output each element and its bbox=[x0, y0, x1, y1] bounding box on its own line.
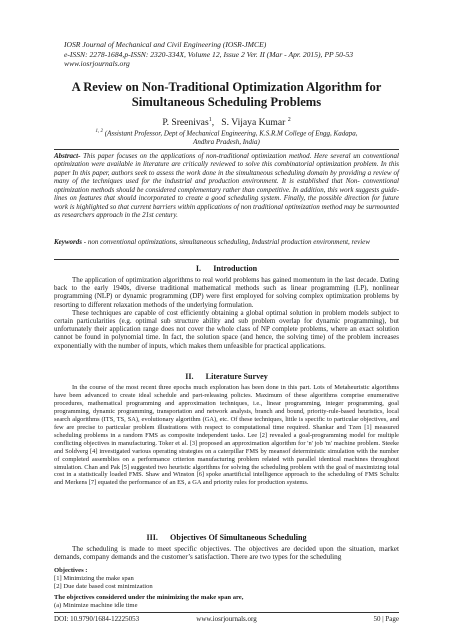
journal-website: www.iosrjournals.org bbox=[64, 59, 130, 69]
author-2: S. Vijaya Kumar bbox=[221, 117, 286, 129]
journal-issn-volume: e-ISSN: 2278-1684,p-ISSN: 2320-334X, Volume 12, Issue 2 Ver. II (Mar - Apr. 2015), PP 50-53 bbox=[64, 49, 354, 59]
objectives-body bbox=[54, 545, 399, 562]
keywords-label: Keywords bbox=[54, 238, 82, 246]
literature-survey-paragraph-1: In the course of the most recent three epochs much exploration has been done in this part. Lots of Metaheuristic algorithms have been advanced to create ideal schedule and part-releasing policies. Maximum of these algorithms comprise enumerative procedures, mathematical programming and approximation techniques, i.e., linear programming, integer programming, goal programming, dynamic programming, transportation and network analysis, branch and bound, priority-rule-based heuristics, local search algorithms (ITS, TS, SA), evolutionary algorithm (GA), etc. Of these techniques, little is specific to particular objectives, and few are precise to particular problem illustrations with respect to computational time required. Shankar and Tzen [1] measured scheduling problems in a random FMS as composite independent tasks. Lee [2] revealed a goal-programming model for multiple conflicting objectives in manufacturing. Toker et al. [3] proposed an approximation algorithm for 'n' job 'm' machine problem. Steeke and Soldverg [4] investigated various operating strategies on a caterpillar FMS by meansof deterministic simulation with the number of completed assemblies on a performance criterion manufacturing problem related with parallel identical machines throughout simulation. Chan and Pak [5] suggested two heuristic algorithms for solving the scheduling problem with the goal of maximizing total cost in a statistically loaded FMS. Shaw and Winston [6] spoke anartificial intelligence approach to the scheduling of FMS Schultz and Merkens [7] equated the performance of an ES, a GA and priority rules for production systems. bbox=[54, 384, 399, 487]
author-2-sup: 2 bbox=[287, 117, 291, 123]
top-divider bbox=[54, 149, 399, 150]
affiliation-line-1: (Assistant Professor, Dept of Mechanical Engineering, K.S.R.M College of Engg, Kadapa, bbox=[103, 129, 358, 138]
section-heading-introduction: I. Introduction bbox=[195, 264, 258, 273]
objective-item-1: [1] Minimizing the make span bbox=[54, 575, 134, 582]
section-heading-objectives: III. Objectives Of Simultaneous Scheduling bbox=[146, 533, 307, 542]
introduction-paragraph-1: The application of optimization algorithms to real world problems has gained momentum in the last decade. Dating back to the early 1940s, diverse traditional mathematical methods such as linear programming (LP), nonlinear programming (NLP) or dynamic programming (DP) were first employed for solving complex optimization problems by resorting to different relaxation methods of the underlying formulation. bbox=[54, 276, 399, 309]
affiliation-sup: 1, 2 bbox=[95, 129, 104, 134]
footer-website-link[interactable]: www.iosrjournals.org bbox=[196, 615, 257, 623]
section-heading-literature-survey: II. Literature Survey bbox=[185, 372, 268, 381]
abstract bbox=[54, 152, 399, 220]
journal-header bbox=[64, 40, 404, 69]
abstract-label: Abstract- bbox=[54, 152, 81, 160]
objectives-list bbox=[54, 567, 399, 610]
abstract-text: This paper focuses on the applications of non-traditional optimization method. Here several un conventional optimization were available in literature are critically reviewed to solve this combinatorial optimization problem. In this paper In this paper, authors seek to assess the work done in the simultaneous scheduling domain by providing a review of many of the techniques used for the industrial and production environment. It is established that Non- conventional optimization methods should be considered complementary rather than competitive. In addition, this work suggests guide-lines on features that should incorporated to create a good scheduling system. Finally, the possible direction for future work is highlighted so that current barriers within applications of non traditional optimization method may be surmounted as researchers approach in the 21st century. bbox=[54, 152, 399, 220]
author-separator: , bbox=[211, 117, 222, 129]
author-1: P. Sreenivas bbox=[162, 117, 209, 129]
bottom-divider bbox=[54, 259, 399, 260]
literature-survey-body bbox=[54, 384, 399, 487]
introduction-body bbox=[54, 276, 399, 350]
footer-divider bbox=[54, 612, 399, 613]
footer-page-number: 50 | Page bbox=[373, 615, 399, 623]
makespan-objective-item-1: (a) Minimize machine idle time bbox=[54, 602, 138, 609]
objectives-paragraph-1: The scheduling is made to meet specific objectives. The objectives are decided upon the situation, market demands, company demands and the customer’s satisfaction. There are two types for the scheduling bbox=[54, 545, 399, 562]
affiliation bbox=[80, 127, 373, 147]
paper-title bbox=[40, 80, 413, 110]
journal-name: IOSR Journal of Mechanical and Civil Engineering (IOSR-JMCE) bbox=[64, 40, 267, 49]
keywords-text: - non conventional optimizations, simultaneous scheduling, Industrial production environment, review bbox=[82, 238, 370, 246]
affiliation-line-2: Andhra Pradesh, India) bbox=[193, 138, 260, 147]
objectives-label: Objectives : bbox=[54, 567, 88, 574]
introduction-paragraph-2: These techniques are capable of cost efficiently obtaining a global optimal solution in problem models subject to certain particularities (e.g. optimal sub structure ability and sub problem overlap for dynamic programming), but unfortunately their application range does not cover the whole class of NP complete problems, where an exact solution cannot be found in polynomial time. In fact, the solution space (and hence, the solving time) of the problem increases exponentially with the number of inputs, which makes them unfeasible for practical applications. bbox=[54, 308, 399, 350]
objective-item-2: [2] Due date based cost minimization bbox=[54, 583, 153, 590]
footer-doi: DOI: 10.9790/1684-12225053 bbox=[54, 615, 140, 623]
makespan-objectives-heading: The objectives considered under the minimizing the make span are, bbox=[54, 594, 244, 601]
paper-title-line-2: Simultaneous Scheduling Problems bbox=[131, 95, 322, 109]
paper-title-line-1: A Review on Non-Traditional Optimization Algorithm for bbox=[71, 80, 382, 94]
keywords bbox=[54, 238, 399, 246]
author-1-sup: 1 bbox=[208, 117, 212, 123]
